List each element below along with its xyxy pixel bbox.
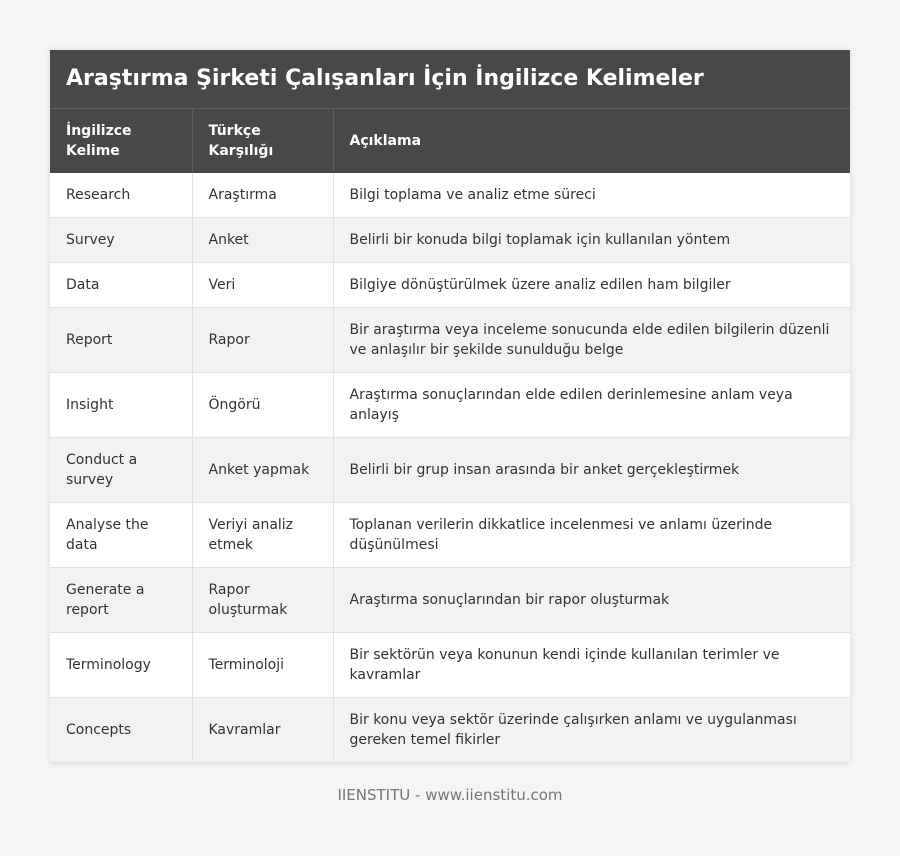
table-row (50, 633, 850, 698)
cell-description: Araştırma sonuçlarından bir rapor oluşturmak (333, 568, 850, 633)
cell-english: Concepts (50, 698, 192, 763)
cell-description: Toplanan verilerin dikkatlice incelenmesi ve anlamı üzerinde düşünülmesi (333, 503, 850, 568)
cell-english: Generate a report (50, 568, 192, 633)
cell-description: Araştırma sonuçlarından elde edilen derinlemesine anlam veya anlayış (333, 373, 850, 438)
table-row (50, 308, 850, 373)
column-header-description: Açıklama (333, 109, 850, 173)
cell-turkish: Veri (192, 263, 333, 308)
cell-english: Survey (50, 218, 192, 263)
column-header-turkish: Türkçe Karşılığı (192, 109, 333, 173)
table-row (50, 218, 850, 263)
page-title: Araştırma Şirketi Çalışanları İçin İngilizce Kelimeler (50, 50, 850, 108)
vocabulary-table (50, 108, 850, 763)
cell-english: Analyse the data (50, 503, 192, 568)
table-row (50, 568, 850, 633)
cell-description: Belirli bir grup insan arasında bir anket gerçekleştirmek (333, 438, 850, 503)
table-row (50, 438, 850, 503)
cell-turkish: Kavramlar (192, 698, 333, 763)
table-row (50, 503, 850, 568)
vocabulary-card (50, 50, 850, 763)
cell-turkish: Veriyi analiz etmek (192, 503, 333, 568)
cell-english: Report (50, 308, 192, 373)
cell-turkish: Araştırma (192, 173, 333, 218)
cell-turkish: Anket yapmak (192, 438, 333, 503)
cell-english: Conduct a survey (50, 438, 192, 503)
cell-english: Research (50, 173, 192, 218)
cell-description: Bilgi toplama ve analiz etme süreci (333, 173, 850, 218)
cell-turkish: Terminoloji (192, 633, 333, 698)
footer-credit: IIENSTITU - www.iienstitu.com (337, 786, 563, 804)
cell-description: Belirli bir konuda bilgi toplamak için kullanılan yöntem (333, 218, 850, 263)
table-row (50, 373, 850, 438)
column-header-english: İngilizce Kelime (50, 109, 192, 173)
cell-turkish: Rapor oluşturmak (192, 568, 333, 633)
cell-description: Bir konu veya sektör üzerinde çalışırken anlamı ve uygulanması gereken temel fikirler (333, 698, 850, 763)
cell-english: Terminology (50, 633, 192, 698)
table-row (50, 173, 850, 218)
cell-turkish: Öngörü (192, 373, 333, 438)
cell-english: Insight (50, 373, 192, 438)
cell-turkish: Rapor (192, 308, 333, 373)
cell-description: Bilgiye dönüştürülmek üzere analiz edilen ham bilgiler (333, 263, 850, 308)
table-row (50, 698, 850, 763)
table-header (50, 109, 850, 173)
cell-description: Bir sektörün veya konunun kendi içinde kullanılan terimler ve kavramlar (333, 633, 850, 698)
cell-description: Bir araştırma veya inceleme sonucunda elde edilen bilgilerin düzenli ve anlaşılır bir şekilde sunulduğu belge (333, 308, 850, 373)
cell-turkish: Anket (192, 218, 333, 263)
table-body (50, 173, 850, 763)
table-row (50, 263, 850, 308)
cell-english: Data (50, 263, 192, 308)
